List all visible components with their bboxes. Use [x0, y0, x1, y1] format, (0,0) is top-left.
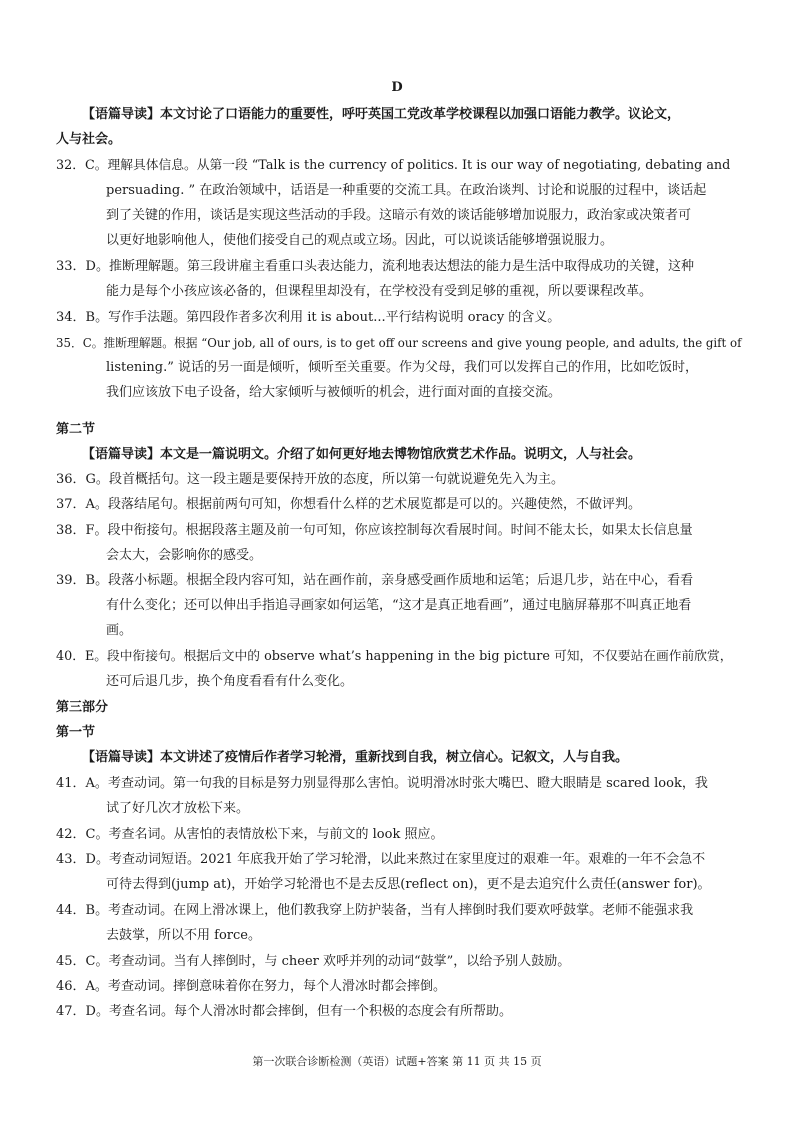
- answer-item: [56, 1003, 512, 1021]
- answer-item: [56, 157, 730, 175]
- item-number: 39．B。: [56, 573, 109, 588]
- item-text-cont: listening.” 说话的另一面是倾听，倾听至关重要。作为父母，我们可以发挥自己的作用，比如吃饭时，: [106, 360, 699, 375]
- item-text: 段落结尾句。根据前两句可知，你想看什么样的艺术展览都是可以的。兴趣使然，不做评判。: [107, 497, 641, 512]
- item-number: 32．C。: [56, 158, 108, 173]
- item-number: 38．F。: [56, 523, 108, 538]
- item-text-cont: 到了关键的作用，谈话是实现这些活动的手段。这暗示有效的谈话能够增加说服力，政治家或决策者可: [106, 208, 692, 223]
- item-number: 42．C。: [56, 827, 109, 842]
- answer-item: [56, 775, 708, 793]
- item-text: 段中衔接句。根据段落主题及前一句可知，你应该控制每次看展时间。时间不能太长，如果太长信息量: [107, 523, 693, 538]
- item-number: 36．G。: [56, 472, 109, 487]
- item-text: 考查动词。摔倒意味着你在努力，每个人滑冰时都会摔倒。: [107, 979, 446, 994]
- item-text-cont: 能力是每个小孩应该必备的，但课程里却没有，在学校没有受到足够的重视，所以要课程改革。: [106, 284, 653, 299]
- item-number: 41．A。: [56, 776, 108, 791]
- guide-3: 【语篇导读】本文讲述了疫情后作者学习轮滑，重新找到自我，树立信心。记叙文，人与自我。: [82, 750, 629, 765]
- answer-item: [56, 902, 693, 920]
- answer-item: [56, 572, 693, 590]
- item-text: 考查动词。在网上滑冰课上，他们教我穿上防护装备，当有人摔倒时我们要欢呼鼓掌。老师不能强求我: [108, 903, 694, 918]
- answer-item: [56, 496, 641, 514]
- item-text: 考查动词短语。2021 年底我开始了学习轮滑，以此来熬过在家里度过的艰难一年。艰难的一年不会急不: [108, 852, 706, 867]
- item-text-cont: 画。: [106, 623, 133, 638]
- answer-item: [56, 826, 443, 844]
- answer-item: [56, 978, 446, 996]
- item-number: 44．B。: [56, 903, 109, 918]
- answer-item: [56, 953, 570, 971]
- page-footer: 第一次联合诊断检测（英语）试题+答案 第 11 页 共 15 页: [252, 1055, 542, 1068]
- answer-item: [56, 309, 560, 327]
- guide-d-line1: 【语篇导读】本文讨论了口语能力的重要性，呼吁英国工党改革学校课程以加强口语能力教学。议论文，: [82, 107, 681, 122]
- item-number: 45．C。: [56, 954, 109, 969]
- item-number: 46．A。: [56, 979, 108, 994]
- item-text-cont: 有什么变化；还可以伸出手指追寻画家如何运笔，“这才是真正地看画”，通过电脑屏幕那不叫真正地看: [106, 598, 692, 613]
- item-number: 35．C。: [56, 336, 104, 350]
- item-text: 推断理解题。第三段讲雇主看重口头表达能力，流利地表达想法的能力是生活中取得成功的关键，这种: [108, 259, 694, 274]
- item-text-cont: persuading. ” 在政治领域中，话语是一种重要的交流工具。在政治谈判、讨论和说服的过程中，谈话起: [106, 183, 707, 198]
- item-text-cont: 去鼓掌，所以不用 force。: [106, 928, 261, 943]
- item-text: 考查动词。当有人摔倒时，与 cheer 欢呼并列的动词“鼓掌”，以给予别人鼓励。: [108, 954, 571, 969]
- item-number: 47．D。: [56, 1004, 109, 1019]
- guide-d-line2: 人与社会。: [56, 132, 122, 147]
- item-text-cont: 以更好地影响他人，使他们接受自己的观点或立场。因此，可以说谈话能够增强说服力。: [106, 233, 614, 248]
- item-number: 33．D。: [56, 259, 109, 274]
- answer-item: [56, 334, 741, 352]
- section-subheading: 第一节: [56, 725, 96, 740]
- item-text-cont: 我们应该放下电子设备，给大家倾听与被倾听的机会，进行面对面的直接交流。: [106, 385, 562, 400]
- item-number: 43．D。: [56, 852, 109, 867]
- item-text-cont: 试了好几次才放松下来。: [106, 801, 250, 816]
- item-number: 34．B。: [56, 310, 109, 325]
- item-text: 考查名词。从害怕的表情放松下来，与前文的 look 照应。: [108, 827, 444, 842]
- item-text-cont: 可待去得到(jump at)，开始学习轮滑也不是去反思(reflect on)，更不是去追究什么责任(answer for)。: [106, 877, 711, 892]
- answer-item: [56, 522, 693, 540]
- item-text: 考查动词。第一句我的目标是努力别显得那么害怕。说明滑冰时张大嘴巴、瞪大眼睛是 scared look，我: [107, 776, 708, 791]
- item-text: 段中衔接句。根据后文中的 observe what’s happening in the big picture 可知，不仅要站在画作前欣赏，: [107, 649, 733, 664]
- answer-item: [56, 851, 705, 869]
- section-heading: 第二节: [56, 422, 96, 437]
- item-text-cont: 会太大，会影响你的感受。: [106, 548, 263, 563]
- item-text: 理解具体信息。从第一段 “Talk is the currency of politics. It is our way of negotiating, debating and: [107, 158, 731, 173]
- section-letter: D: [391, 80, 403, 95]
- answer-item: [56, 648, 732, 666]
- section-heading: 第三部分: [56, 700, 109, 715]
- item-number: 40．E。: [56, 649, 108, 664]
- item-text: 考查名词。每个人滑冰时都会摔倒，但有一个积极的态度会有所帮助。: [108, 1004, 512, 1019]
- item-text: 写作手法题。第四段作者多次利用 it is about...平行结构说明 oracy 的含义。: [108, 310, 561, 325]
- item-number: 37．A。: [56, 497, 108, 512]
- item-text: 段首概括句。这一段主题是要保持开放的态度，所以第一句就说避免先入为主。: [108, 472, 564, 487]
- guide-2: 【语篇导读】本文是一篇说明文。介绍了如何更好地去博物馆欣赏艺术作品。说明文，人与社会。: [82, 447, 642, 462]
- item-text-cont: 还可后退几步，换个角度看看有什么变化。: [106, 674, 354, 689]
- item-text: 段落小标题。根据全段内容可知，站在画作前，亲身感受画作质地和运笔；后退几步，站在中心，看看: [108, 573, 694, 588]
- item-text: 推断理解题。根据 “Our job, all of ours, is to get off our screens and give young people, and adults, the gift of: [103, 336, 742, 350]
- answer-item: [56, 471, 564, 489]
- answer-item: [56, 258, 694, 276]
